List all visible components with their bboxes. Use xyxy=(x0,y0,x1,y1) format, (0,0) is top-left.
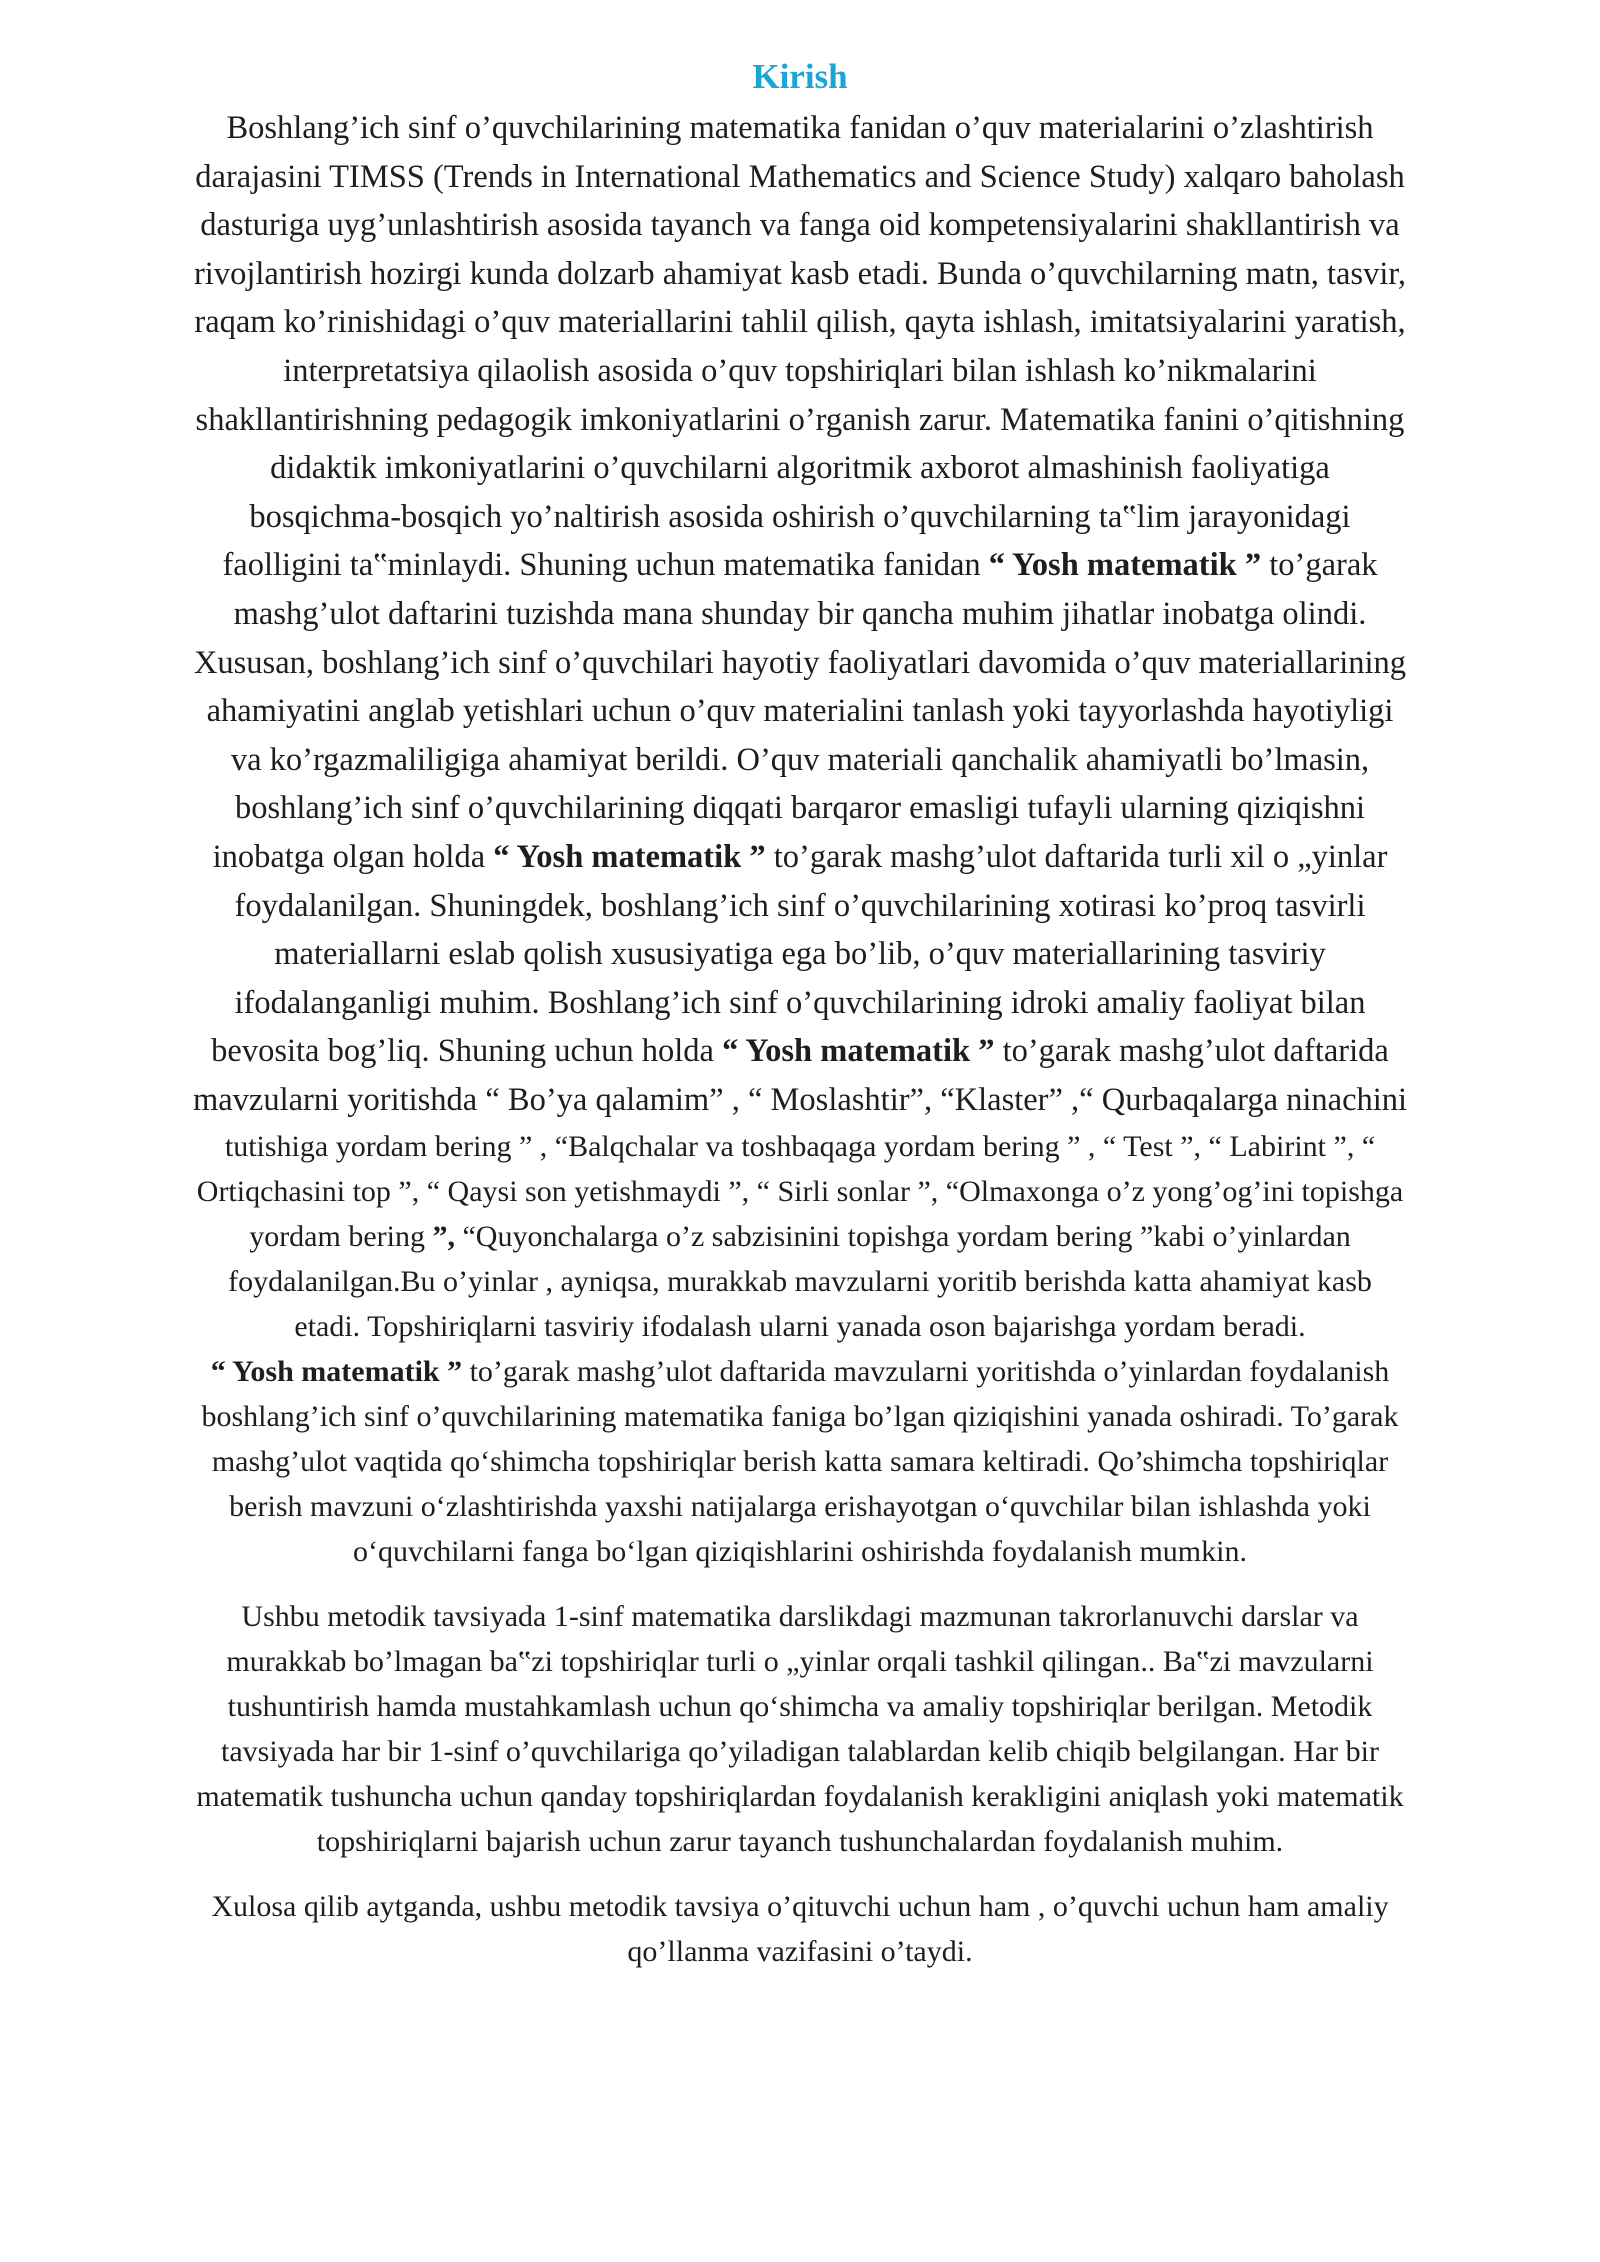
text-line: Xulosa qilib aytganda, ushbu metodik tavsiya o’qituvchi uchun ham , o’quvchi uchun ham amaliy xyxy=(211,1890,1389,1924)
text-line xyxy=(90,1027,1510,1076)
text-line: Ushbu metodik tavsiyada 1-sinf matematika darslikdagi mazmunan takrorlanuvchi darslar va xyxy=(241,1600,1359,1634)
text-line: foydalanilgan.Bu o’yinlar , ayniqsa, murakkab mavzularni yoritib berishda katta ahamiyat kasb xyxy=(228,1265,1372,1299)
text-line: bosqichma-bosqich yo’naltirish asosida oshirish o’quvchilarning ta‟lim jarayonidagi xyxy=(249,498,1351,535)
text-line: materiallarni eslab qolish xususiyatiga ega bo’lib, o’quv materiallarining tasviriy xyxy=(274,936,1326,973)
text-line: didaktik imkoniyatlarini o’quvchilarni algoritmik axborot almashinish faoliyatiga xyxy=(270,450,1330,487)
text-line xyxy=(90,1214,1510,1259)
paragraph-intro xyxy=(90,104,1510,1124)
text-run: to’garak xyxy=(1261,547,1378,584)
text-line: o‘quvchilarni fanga bo‘lgan qiziqishlarini oshirishda foydalanish mumkin. xyxy=(353,1535,1247,1569)
text-line: Boshlang’ich sinf o’quvchilarining matematika fanidan o’quv materialarini o’zlashtirish xyxy=(226,110,1374,146)
text-line: Xususan, boshlang’ich sinf o’quvchilari hayotiy faoliyatlari davomida o’quv materiallarining xyxy=(193,644,1407,681)
text-line: shakllantirishning pedagogik imkoniyatlarini o’rganish zarur. Matematika fanini o’qitishning xyxy=(195,401,1405,438)
text-line: tavsiyada har bir 1-sinf o’quvchilariga qo’yiladigan talablardan kelib chiqib belgilangan. Har bir xyxy=(221,1735,1379,1769)
paragraph-methodology xyxy=(90,1594,1510,1864)
bold-title-run: “ Yosh matematik ” xyxy=(210,1355,463,1389)
text-run: to’garak mashg’ulot daftarida mavzularni yoritishda o’yinlardan foydalanish xyxy=(462,1355,1390,1389)
text-line xyxy=(90,833,1510,882)
bold-run: ”, xyxy=(432,1220,455,1254)
text-line: mashg’ulot vaqtida qo‘shimcha topshiriqlar berish katta samara keltiradi. Qo’shimcha topshiriqlar xyxy=(211,1445,1389,1479)
text-line: interpretatsiya qilaolish asosida o’quv topshiriqlari bilan ishlash ko’nikmalarini xyxy=(283,352,1317,389)
document-page xyxy=(90,50,1510,1974)
text-run: bevosita bog’liq. Shuning uchun holda xyxy=(211,1033,723,1070)
bold-title-run: “ Yosh matematik ” xyxy=(493,838,766,875)
text-run: “Quyonchalarga o’z sabzisinini topishga yordam bering ”kabi o’yinlardan xyxy=(454,1220,1351,1254)
text-line: murakkab bo’lmagan ba‟zi topshiriqlar turli o „yinlar orqali tashkil qilingan.. Ba‟zi mavzularni xyxy=(226,1645,1374,1679)
text-line: boshlang’ich sinf o’quvchilarining diqqati barqaror emasligi tufayli ularning qiziqishni xyxy=(234,790,1366,827)
text-run: to’garak mashg’ulot daftarida xyxy=(994,1033,1389,1070)
text-run: faolligini ta‟minlaydi. Shuning uchun matematika fanidan xyxy=(222,547,989,584)
text-line: foydalanilgan. Shuningdek, boshlang’ich sinf o’quvchilarining xotirasi ko’proq tasvirli xyxy=(234,887,1366,924)
paragraph-conclusion xyxy=(90,1884,1510,1974)
text-run: yordam bering xyxy=(249,1220,433,1254)
text-line: berish mavzuni o‘zlashtirishda yaxshi natijalarga erishayotgan o‘quvchilar bilan ishlashda yoki xyxy=(229,1490,1371,1524)
text-line: darajasini TIMSS (Trends in International Mathematics and Science Study) xalqaro baholash xyxy=(195,158,1405,195)
text-line: tutishiga yordam bering ” , “Balqchalar va toshbaqaga yordam bering ” , “ Test ”, “ Labirint ”, “ xyxy=(224,1130,1376,1164)
text-line: dasturiga uyg’unlashtirish asosida tayanch va fanga oid kompetensiyalarini shakllantirish va xyxy=(200,207,1400,244)
text-line: rivojlantirish hozirgi kunda dolzarb ahamiyat kasb etadi. Bunda o’quvchilarning matn, tasvir, xyxy=(193,255,1407,292)
text-line: topshiriqlarni bajarish uchun zarur tayanch tushunchalardan foydalanish muhim. xyxy=(316,1825,1284,1859)
text-line: ifodalanganligi muhim. Boshlang’ich sinf o’quvchilarining idroki amaliy faoliyat bilan xyxy=(234,984,1366,1021)
text-line: boshlang’ich sinf o’quvchilarining matematika faniga bo’lgan qiziqishini yanada oshiradi. To’garak xyxy=(201,1400,1399,1434)
text-line xyxy=(90,1349,1510,1394)
text-line: etadi. Topshiriqlarni tasviriy ifodalash ularni yanada oson bajarishga yordam beradi. xyxy=(294,1310,1306,1344)
text-line: ahamiyatini anglab yetishlari uchun o’quv materialini tanlash yoki tayyorlashda hayotiyligi xyxy=(206,693,1394,730)
text-line: tushuntirish hamda mustahkamlash uchun qo‘shimcha va amaliy topshiriqlar berilgan. Metodik xyxy=(227,1690,1373,1724)
bold-title-run: “ Yosh matematik ” xyxy=(988,547,1262,584)
text-line: mavzularni yoritishda “ Bo’ya qalamim” , “ Moslashtir”, “Klaster” ,“ Qurbaqalarga ninachini xyxy=(192,1081,1408,1118)
text-line: qo’llanma vazifasini o’taydi. xyxy=(627,1935,973,1969)
text-line: raqam ko’rinishidagi o’quv materiallarini tahlil qilish, qayta ishlash, imitatsiyalarini yaratish, xyxy=(194,304,1406,341)
document-title: Kirish xyxy=(752,57,848,96)
text-line: Ortiqchasini top ”, “ Qaysi son yetishmaydi ”, “ Sirli sonlar ”, “Olmaxonga o’z yong’og’ini topishga xyxy=(196,1175,1404,1209)
text-run: to’garak mashg’ulot daftarida turli xil o „yinlar xyxy=(765,838,1388,875)
bold-title-run: “ Yosh matematik ” xyxy=(722,1033,995,1070)
text-line: va ko’rgazmaliligiga ahamiyat berildi. O’quv materiali qanchalik ahamiyatli bo’lmasin, xyxy=(230,741,1370,778)
text-line: mashg’ulot daftarini tuzishda mana shunday bir qancha muhim jihatlar inobatga olindi. xyxy=(233,595,1367,632)
text-line: matematik tushuncha uchun qanday topshiriqlardan foydalanish kerakligini aniqlash yoki matematik xyxy=(196,1780,1404,1814)
paragraph-intro-continued xyxy=(90,1124,1510,1574)
text-line xyxy=(90,541,1510,590)
text-run: inobatga olgan holda xyxy=(212,838,494,875)
